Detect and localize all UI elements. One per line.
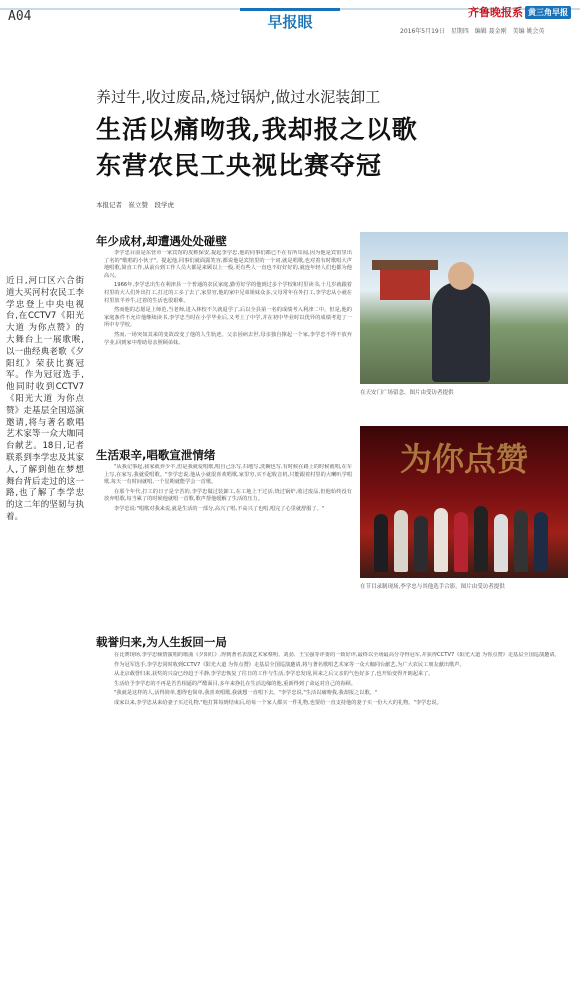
group-person <box>474 506 488 572</box>
paragraph: 作为冠军选手,李学忠同时收到CCTV7《阳光大道 为你点赞》走基层全国巡演邀请,将与著名歌唱艺术家等一众大咖同台献艺,为广大农民工朋友献出歌声。 <box>114 661 465 668</box>
article-byline: 本报记者 崔立赞 段学虎 <box>96 201 174 209</box>
group-person <box>514 510 528 572</box>
group-person <box>374 514 388 572</box>
paragraph: 生活给予李学忠的不再是苦苦相逼的严酷面目,多年来挣扎在生活边缘的他,重新得到了命运对自己的眷顾。 <box>114 680 356 687</box>
paragraph: 成家以来,李学忠从来给妻子买过礼物,"他打算每到结束后,给每一个家人都买一件礼物,也要给一直支持他的妻子买一份大大的礼物。"李学忠说。 <box>114 699 442 706</box>
paragraph: 然而,一场突如其来的变故改变了他的人生轨迹。父亲因病去世,母亲独自撑起一个家,李学忠不得不放弃学业,回到家中帮助母亲照顾弟妹。 <box>104 331 352 346</box>
paragraph: 1966年,李学忠出生在利津县一个普通的农民家庭,勤劳好学的他到过多个学校和村里读书,十几岁就跟着村里的大人们外出打工,打过的工多了去了,家里穷,他的家中兄弟姐妹众多,父母常年在外打工,李学忠从小就在村里放羊养牛,过着的生活也很艰难。 <box>104 282 352 304</box>
logo-text: 齐鲁晚报系 <box>468 6 523 19</box>
group-person <box>414 516 428 572</box>
section-title-1: 年少成材,却遭遇处处碰壁 <box>96 234 227 248</box>
page-number: A04 <box>8 9 32 24</box>
paragraph: 李学忠目前是东营市一家宾馆的皮鞋保安,提起李学忠,他的同事们都已不在有所耳闻,因为他是宾馆里出了名的"歌唱的小伙子"。提起他,同事们就面露笑容,都说他是宾馆里的一个词,就是唱歌,也对着有时歌唱大声地唱歌,简直工作,从前台到工作人员大都是来顾以上一般,更有些人一直也不好好好的,就连年轻人们也都为他高兴。 <box>104 250 352 279</box>
group-person <box>394 510 408 572</box>
paragraph: 然而他的志愿是上师范,当老师,进入林校不久就退学了,后以全县第一名的成绩考入利津二中。但是,他的家庭条件不允许他继续读书,李学忠当时在小学毕业后,又考上了中学,并在初中毕业时以优异的成绩考进了一所中专学校。 <box>104 307 352 329</box>
section-body-1 <box>104 250 352 440</box>
paragraph: "我就是这样的人,活得简单,想得也简单,我喜欢唱歌,我就想一直唱下去。"李学忠说,"生活以痛吻我,我却报之以歌。" <box>114 690 378 697</box>
stage-backdrop-text: 为你点赞 <box>400 440 529 478</box>
group-person <box>494 514 508 572</box>
person-figure <box>432 282 490 382</box>
photo-caption-1: 在天安门广场留念。图片由受访者提供 <box>360 390 454 396</box>
paragraph: 在那个年代,打工的日子是辛苦的,李学忠做过装卸工,在工地上干过活,烧过锅炉,收过废品,但他始终没有放弃唱歌,每当累了的时候他就唱一首歌,歌声帮他缓解了生活的压力。 <box>104 488 352 503</box>
section-title-3: 载誉归来,为人生扳回一局 <box>96 635 227 649</box>
group-person <box>454 512 468 572</box>
photo-caption-2: 在节目录制现场,李学忠与其他选手合影。图片由受访者提供 <box>360 584 505 590</box>
person-head <box>448 262 474 290</box>
photo-tiananmen <box>360 232 568 384</box>
headline-line-2: 东营农民工央视比赛夺冠 <box>96 151 383 180</box>
section-tab: 早报眼 <box>240 8 340 33</box>
logo-badge: 黄三角早报 <box>525 6 571 19</box>
paragraph: 从北京载誉归来,获奖的兴奋已经趋于平静,李学忠恢复了往日的工作与生活,李学忠发现,回来之后父亲的气色好多了,也开始变得开朗起来了。 <box>114 671 434 678</box>
section-body-2 <box>104 464 352 624</box>
photo-stage-group <box>360 426 568 578</box>
article-subtitle: 养过牛,收过废品,烧过锅炉,做过水泥装卸工 <box>96 88 381 106</box>
paragraph: "从我记事起,我家就养少羊,但是我就爱唱歌,唱自己乐写,扫地写,洗碗也写,有时候在路上的时候就唱,在车上写,在家写,我就爱唱歌。"李学忠说,他从小就很喜欢唱歌,家里穷,买不起收音机,只能跟着村里的大喇叭学唱歌,每天一有时间就唱,一个星期就能学会一首歌。 <box>104 464 352 486</box>
headline-line-1: 生活以痛吻我,我却报之以歌 <box>96 115 418 144</box>
group-person <box>534 512 548 572</box>
gate-roof-shape <box>372 260 438 270</box>
gate-shape <box>380 270 430 300</box>
section-title-2: 生活艰辛,唱歌宣泄情绪 <box>96 448 216 462</box>
lead-sidebar: 近日,河口区六合街道大买河村农民工李学忠登上中央电视台,在CCTV7《阳光大道 为你点赞》的大舞台上一展歌喉,以一曲经典老歌《夕阳红》荣获比赛冠军。作为冠冠选手,他同时收到CCTV7《阳光大道 为你点赞》走基层全国巡演邀请,将与著名歌唱艺术家等一众大咖同台献艺。18日,记者联系到李学忠及其家人,了解到他在梦想舞台背后走过的这一路,也了解了李学忠的这二年的坚韧与执着。 <box>6 276 84 522</box>
section-body-3 <box>104 652 568 952</box>
paragraph: 在比赛现场,李学忠倾情演唱的歌曲《夕阳红》,得到著名表演艺术家蔡明、刘劲、王宝强等评委的一致好评,最终以全场最高分夺得冠军,并获得CCTV7《阳光大道 为你点赞》走基层全国巡演邀请。 <box>114 652 560 658</box>
article-headline <box>96 112 418 184</box>
page-header <box>0 0 580 40</box>
newspaper-logo <box>468 4 571 20</box>
group-person <box>434 508 448 572</box>
issue-meta: 2016年5月19日 星期四 编辑 聂金刚 美编 姚会英 <box>400 28 545 35</box>
paragraph: 李学忠说:"唱歌对我来说,就是生活的一部分,高兴了唱,不高兴了也唱,唱完了心里就舒服了。" <box>114 505 325 512</box>
